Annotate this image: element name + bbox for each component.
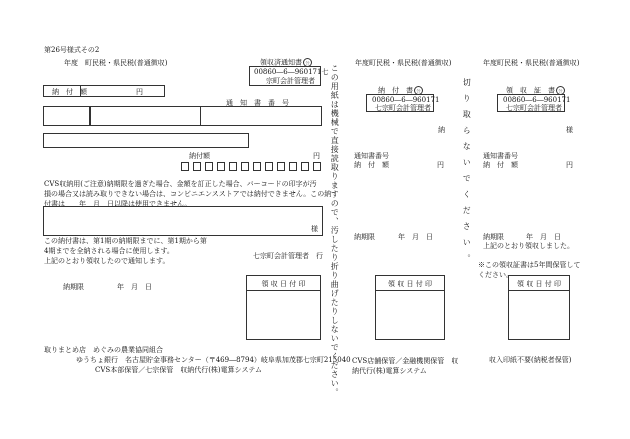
form-id: 第26号様式その2 <box>44 46 100 54</box>
left-title: 年度 町民税・県民税(普通徴収) <box>64 59 168 67</box>
right-amount-label: 納 付 額 <box>483 161 518 169</box>
right-due-date-value: 年 月 日 <box>526 233 561 241</box>
left-due-date-label: 納期限 <box>63 283 84 291</box>
left-account-holder: 宗町会計管理者 <box>266 77 315 85</box>
digit-cell <box>301 162 309 171</box>
right-received-note: 上記のとおり領収しました。 <box>483 242 574 250</box>
right-receipt-stamp-label: 領 収 日 付 印 <box>517 280 561 288</box>
middle-receipt-label: 納 付 書 <box>378 86 413 95</box>
right-account-holder: 七宗町会計管理者 <box>506 104 562 112</box>
middle-payer-label: 納 <box>438 126 445 134</box>
left-address-box <box>43 133 249 148</box>
left-account-box <box>249 66 329 86</box>
right-sama: 様 <box>566 126 573 134</box>
left-collector: 取りまとめ店 めぐみの農業協同組合 <box>44 346 163 354</box>
left-receipt-stamp-box <box>246 275 321 340</box>
middle-amount-label: 納 付 額 <box>354 161 389 169</box>
seal-mark-icon: 公 <box>303 58 312 67</box>
left-notice-number-box <box>90 106 322 126</box>
digit-cell <box>193 162 201 171</box>
right-receipt-stamp-box <box>508 275 570 340</box>
digit-cell <box>229 162 237 171</box>
left-account: 00860―6―960171七 <box>254 68 329 76</box>
left-cvs-note: CVS収納用(ご注意)納期限を過ぎた場合、金額を訂正した場合、バーコードの印字が汚 損の場合又は読み取りできない場合は、コンビニエンスストアでは納付できません。この納 付書は 年 月 日以降は使用できません。 <box>44 180 332 208</box>
digit-cell <box>217 162 225 171</box>
divider <box>200 106 201 126</box>
digit-cell <box>289 162 297 171</box>
right-account-box <box>497 94 571 112</box>
middle-account-holder: 七宗町会計管理者 <box>375 104 431 112</box>
receipt-notice-text: 領収済通知書 <box>260 58 302 67</box>
middle-due-date-value: 年 月 日 <box>398 233 433 241</box>
digit-cell <box>241 162 249 171</box>
divider <box>509 290 569 291</box>
middle-notice-number-label: 通知書番号 <box>354 152 389 160</box>
left-treasurer: 七宗町会計管理者 行 <box>253 252 323 260</box>
left-due-date-value: 年 月 日 <box>117 283 152 291</box>
right-due-date-label: 納期限 <box>483 233 504 241</box>
right-title: 年度町民税・県民税(普通徴収) <box>483 59 580 67</box>
digit-cell <box>313 162 321 171</box>
middle-receipt-stamp-box <box>375 275 445 340</box>
digit-cell <box>265 162 273 171</box>
middle-account: 00860―6―960171 <box>372 96 440 104</box>
machine-read-notice: この用紙は機械で直接読取りますので、汚したり折り曲げたりしないでください。 <box>330 64 340 397</box>
left-amount-row <box>43 85 165 97</box>
middle-footer: CVS店舗保管／金融機関保管 収 納代行(株)電算システム <box>352 357 459 375</box>
middle-title: 年度町民税・県民税(普通徴収) <box>355 59 452 67</box>
middle-account-box <box>366 94 440 112</box>
left-amount-label-2: 納付額 <box>189 152 210 160</box>
right-account: 00860―6―960171 <box>503 96 571 104</box>
left-sama: 様 <box>311 224 318 233</box>
left-side-box <box>43 106 90 126</box>
digit-cell <box>277 162 285 171</box>
right-notice-number-label: 通知書番号 <box>483 152 518 160</box>
right-footer: 収入印紙不要(納税者保管) <box>489 356 572 364</box>
left-schedule-note: この納付書は、第1期の納期限までに、第1期から第 4期までを全納される場合に使用します。 上記のとおり領収したので通知します。 <box>44 237 207 265</box>
right-amount-yen: 円 <box>566 161 573 169</box>
left-amount-label: 納 付 額 <box>52 88 87 96</box>
seal-mark-icon: 公 <box>556 86 565 95</box>
divider <box>247 290 320 291</box>
divider <box>376 290 444 291</box>
left-payer-box <box>43 206 323 236</box>
cut-line-notice: 切り取らないでください。 <box>462 78 472 270</box>
left-cvs-line: CVS本部保管／七宗保管 収納代行(株)電算システム <box>95 366 262 374</box>
left-receipt-stamp-label: 領 収 日 付 印 <box>261 280 306 288</box>
middle-due-date-label: 納期限 <box>354 233 375 241</box>
left-amount-yen: 円 <box>136 88 143 96</box>
middle-amount-yen: 円 <box>437 161 444 169</box>
seal-mark-icon: 公 <box>414 86 423 95</box>
middle-receipt-stamp-label: 領 収 日 付 印 <box>388 280 432 288</box>
digit-cell <box>205 162 213 171</box>
divider <box>80 85 81 97</box>
right-receipt-label: 領 収 証 書 <box>506 86 555 95</box>
digit-cell <box>181 162 189 171</box>
left-amount-yen-2: 円 <box>313 152 320 160</box>
left-notice-number-label: 通 知 書 番 号 <box>226 99 289 107</box>
right-retention-note: ※この領収証書は5年間保管して ください。 <box>478 261 581 279</box>
digit-cell <box>253 162 261 171</box>
left-bank-line: ゆうちょ銀行 名古屋貯金事務センター（〒469―8794）岐阜県加茂郡七宗町215040 <box>76 356 351 364</box>
